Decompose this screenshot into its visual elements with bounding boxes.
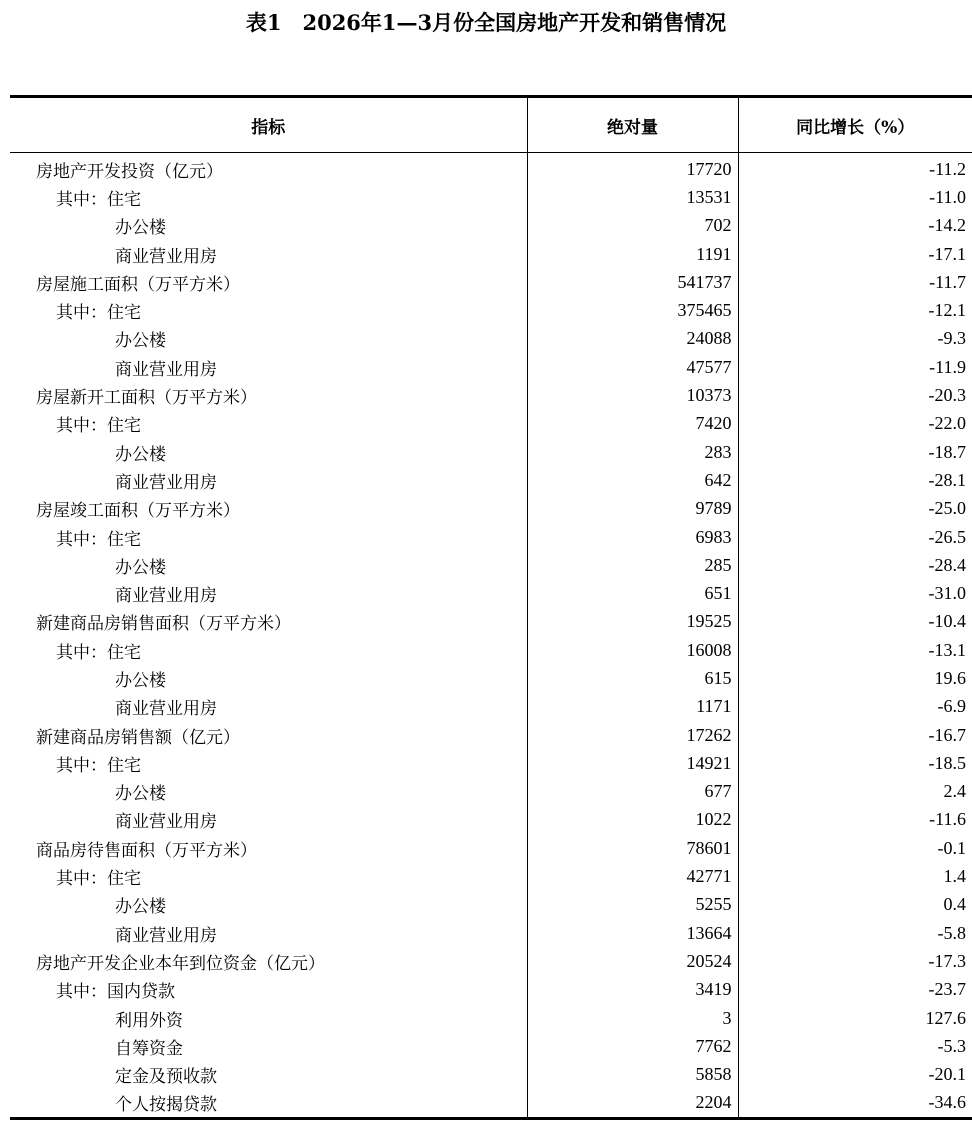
row-yoy-growth: -11.2 — [738, 153, 972, 184]
table-row — [10, 381, 972, 409]
row-indicator-label: 其中：住宅 — [56, 303, 141, 324]
row-absolute-value: 375465 — [527, 296, 738, 324]
table-row — [10, 778, 972, 806]
table-body — [10, 153, 972, 1118]
row-yoy-growth: -18.7 — [738, 438, 972, 466]
row-indicator-label: 商业营业用房 — [115, 925, 217, 946]
row-yoy-growth: -6.9 — [738, 693, 972, 721]
row-absolute-value: 14921 — [527, 749, 738, 777]
header-absolute-value: 绝对量 — [527, 98, 738, 153]
row-yoy-growth: -25.0 — [738, 495, 972, 523]
row-absolute-value: 7420 — [527, 410, 738, 438]
table-row — [10, 664, 972, 692]
row-indicator-label: 其中：住宅 — [56, 642, 141, 663]
row-yoy-growth: -12.1 — [738, 296, 972, 324]
row-yoy-growth: -13.1 — [738, 636, 972, 664]
header-yoy-growth: 同比增长（%） — [738, 98, 972, 153]
row-absolute-value: 1191 — [527, 240, 738, 268]
table-row — [10, 1004, 972, 1032]
row-yoy-growth: -22.0 — [738, 410, 972, 438]
row-indicator-label: 商业营业用房 — [115, 699, 217, 720]
row-absolute-value: 17720 — [527, 153, 738, 184]
table-row — [10, 947, 972, 975]
row-absolute-value: 283 — [527, 438, 738, 466]
row-absolute-value: 24088 — [527, 325, 738, 353]
table-row — [10, 1089, 972, 1117]
row-indicator-label: 房屋新开工面积（万平方米） — [36, 388, 257, 409]
row-yoy-growth: -17.1 — [738, 240, 972, 268]
table-row — [10, 579, 972, 607]
row-absolute-value: 42771 — [527, 862, 738, 890]
row-indicator-label: 办公楼 — [115, 218, 166, 239]
row-absolute-value: 16008 — [527, 636, 738, 664]
table-title: 表1 2026年1—3月份全国房地产开发和销售情况 — [245, 10, 727, 35]
table-row — [10, 183, 972, 211]
table-row — [10, 212, 972, 240]
row-absolute-value: 13664 — [527, 919, 738, 947]
row-absolute-value: 7762 — [527, 1032, 738, 1060]
row-absolute-value: 5255 — [527, 891, 738, 919]
row-yoy-growth: -5.3 — [738, 1032, 972, 1060]
row-absolute-value: 702 — [527, 212, 738, 240]
table-row — [10, 296, 972, 324]
row-indicator-label: 办公楼 — [115, 897, 166, 918]
data-table — [10, 98, 972, 1117]
row-indicator-label: 商品房待售面积（万平方米） — [36, 840, 257, 861]
row-absolute-value: 19525 — [527, 608, 738, 636]
table-row — [10, 438, 972, 466]
table-row — [10, 749, 972, 777]
row-yoy-growth: -18.5 — [738, 749, 972, 777]
row-yoy-growth: -28.4 — [738, 551, 972, 579]
row-absolute-value: 13531 — [527, 183, 738, 211]
row-yoy-growth: -0.1 — [738, 834, 972, 862]
row-indicator-label: 个人按揭贷款 — [115, 1095, 217, 1116]
table-row — [10, 1032, 972, 1060]
row-absolute-value: 541737 — [527, 268, 738, 296]
row-indicator-label: 商业营业用房 — [115, 812, 217, 833]
row-absolute-value: 10373 — [527, 381, 738, 409]
row-indicator-label: 其中：住宅 — [56, 529, 141, 550]
table-row — [10, 834, 972, 862]
row-yoy-growth: -16.7 — [738, 721, 972, 749]
row-yoy-growth: -11.7 — [738, 268, 972, 296]
table-row — [10, 523, 972, 551]
row-indicator-label: 自筹资金 — [115, 1038, 183, 1059]
row-indicator-label: 其中：住宅 — [56, 755, 141, 776]
row-yoy-growth: 127.6 — [738, 1004, 972, 1032]
table-row — [10, 976, 972, 1004]
row-yoy-growth: -11.6 — [738, 806, 972, 834]
table-row — [10, 636, 972, 664]
table-row — [10, 466, 972, 494]
table-row — [10, 721, 972, 749]
row-indicator-label: 办公楼 — [115, 444, 166, 465]
row-indicator-label: 办公楼 — [115, 331, 166, 352]
row-indicator-label: 办公楼 — [115, 784, 166, 805]
row-indicator-label: 其中：国内贷款 — [56, 982, 175, 1003]
table-row — [10, 608, 972, 636]
table-row — [10, 410, 972, 438]
row-yoy-growth: -23.7 — [738, 976, 972, 1004]
row-yoy-growth: -34.6 — [738, 1089, 972, 1117]
row-yoy-growth: -20.3 — [738, 381, 972, 409]
table-row — [10, 862, 972, 890]
table-header-row — [10, 98, 972, 153]
row-indicator-label: 其中：住宅 — [56, 416, 141, 437]
row-indicator-label: 房地产开发投资（亿元） — [36, 161, 223, 182]
row-yoy-growth: 0.4 — [738, 891, 972, 919]
table-row — [10, 153, 972, 184]
row-yoy-growth: -11.9 — [738, 353, 972, 381]
row-absolute-value: 642 — [527, 466, 738, 494]
table-row — [10, 919, 972, 947]
row-indicator-label: 其中：住宅 — [56, 869, 141, 890]
row-indicator-label: 办公楼 — [115, 670, 166, 691]
row-absolute-value: 47577 — [527, 353, 738, 381]
row-absolute-value: 3 — [527, 1004, 738, 1032]
row-yoy-growth: -9.3 — [738, 325, 972, 353]
table-row — [10, 268, 972, 296]
row-indicator-label: 定金及预收款 — [115, 1067, 217, 1088]
row-indicator-label: 办公楼 — [115, 557, 166, 578]
row-indicator-label: 房屋施工面积（万平方米） — [36, 274, 240, 295]
row-indicator-label: 商业营业用房 — [115, 472, 217, 493]
table-row — [10, 891, 972, 919]
row-absolute-value: 2204 — [527, 1089, 738, 1117]
row-yoy-growth: -28.1 — [738, 466, 972, 494]
header-indicator: 指标 — [10, 98, 527, 153]
table-row — [10, 240, 972, 268]
row-absolute-value: 285 — [527, 551, 738, 579]
row-yoy-growth: -14.2 — [738, 212, 972, 240]
row-absolute-value: 3419 — [527, 976, 738, 1004]
row-absolute-value: 6983 — [527, 523, 738, 551]
row-indicator-label: 商业营业用房 — [115, 359, 217, 380]
row-indicator-label: 新建商品房销售额（亿元） — [36, 727, 240, 748]
row-yoy-growth: -20.1 — [738, 1061, 972, 1089]
row-absolute-value: 677 — [527, 778, 738, 806]
row-yoy-growth: -11.0 — [738, 183, 972, 211]
row-indicator-label: 其中：住宅 — [56, 189, 141, 210]
table-row — [10, 495, 972, 523]
row-yoy-growth: 2.4 — [738, 778, 972, 806]
row-yoy-growth: -17.3 — [738, 947, 972, 975]
row-absolute-value: 5858 — [527, 1061, 738, 1089]
row-absolute-value: 615 — [527, 664, 738, 692]
row-yoy-growth: 1.4 — [738, 862, 972, 890]
row-yoy-growth: -5.8 — [738, 919, 972, 947]
row-absolute-value: 17262 — [527, 721, 738, 749]
table-row — [10, 806, 972, 834]
row-yoy-growth: -26.5 — [738, 523, 972, 551]
table-row — [10, 353, 972, 381]
row-indicator-label: 利用外资 — [115, 1010, 183, 1031]
table-row — [10, 551, 972, 579]
row-yoy-growth: -10.4 — [738, 608, 972, 636]
row-yoy-growth: 19.6 — [738, 664, 972, 692]
table-row — [10, 693, 972, 721]
data-table-container — [10, 95, 972, 1120]
table-row — [10, 325, 972, 353]
row-absolute-value: 651 — [527, 579, 738, 607]
row-absolute-value: 20524 — [527, 947, 738, 975]
row-indicator-label: 商业营业用房 — [115, 246, 217, 267]
row-indicator-label: 新建商品房销售面积（万平方米） — [36, 614, 291, 635]
row-absolute-value: 1022 — [527, 806, 738, 834]
row-indicator-label: 房地产开发企业本年到位资金（亿元） — [36, 953, 325, 974]
table-row — [10, 1061, 972, 1089]
row-absolute-value: 9789 — [527, 495, 738, 523]
row-indicator-label: 商业营业用房 — [115, 586, 217, 607]
row-absolute-value: 1171 — [527, 693, 738, 721]
row-indicator-label: 房屋竣工面积（万平方米） — [36, 501, 240, 522]
row-yoy-growth: -31.0 — [738, 579, 972, 607]
row-absolute-value: 78601 — [527, 834, 738, 862]
